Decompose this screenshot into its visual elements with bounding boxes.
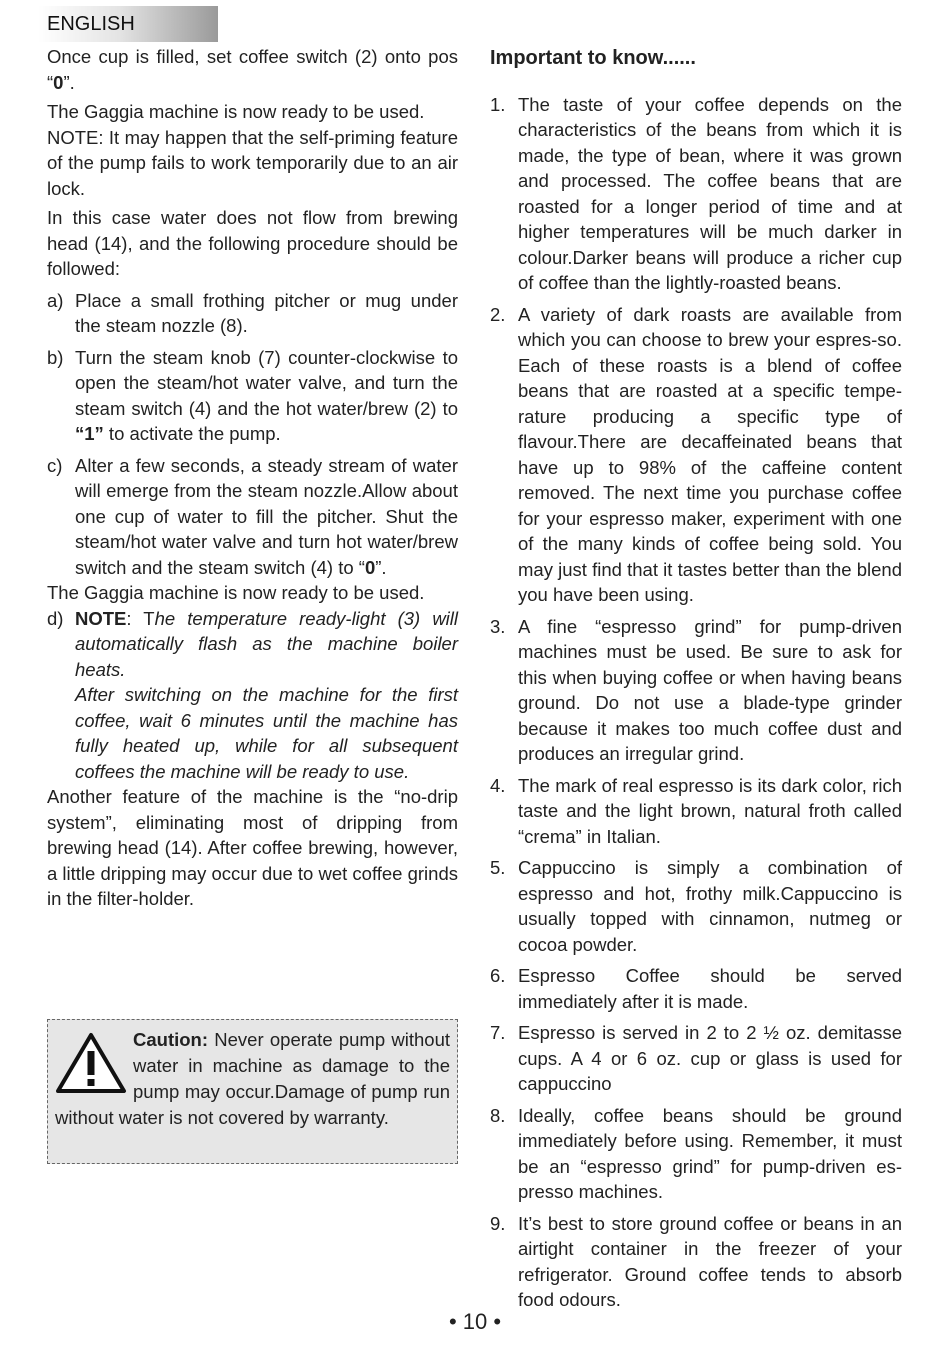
step-a-text: Place a small frothing pitcher or mug under the steam nozzle (8).: [75, 289, 458, 336]
caution-text: Caution: Never operate pump without water in machine as damage to the pump may occur.Damage of pump run without water is not covered by warranty.: [55, 1029, 450, 1128]
caution-box: [47, 1019, 458, 1164]
left-column: [47, 44, 458, 912]
paragraph-note-airlock: NOTE: It may happen that the self-priming feature of the pump fails to work temporarily due to an air lock.: [47, 126, 458, 199]
paragraph-ready-again: The Gaggia machine is now ready to be used.: [47, 582, 425, 603]
page-number: • 10 •: [448, 1309, 502, 1334]
paragraph-procedure-intro: In this case water does not flow from brewing head (14), and the following procedure should be followed:: [47, 207, 458, 279]
step-d: [47, 606, 458, 785]
right-column: [490, 44, 902, 1313]
paragraph-ready: The Gaggia machine is now ready to be used.: [47, 101, 425, 122]
caution-label: Caution:: [133, 1029, 209, 1050]
step-c-marker: c): [47, 454, 63, 476]
list-item: 6. Espresso Coffee should be served immediately after it is made.: [490, 965, 902, 1012]
paragraph-cup-filled: Once cup is filled, set coffee switch (2) onto pos “0”.: [47, 46, 458, 93]
list-item: 1. The taste of your coffee depends on the characteristics of the beans from which it is made, the type of bean, where it was grown and processed. The coffee beans that are roasted for a longer period of time and at higher temperatures will be much darker in colour.Darker beans will produce a richer cup of coffee than the lightly-roasted beans.: [490, 93, 902, 293]
list-item: 9. It’s best to store ground coffee or beans in an airtight container in the freezer of your refrigerator. Ground coffee tends to absorb food odours.: [490, 1212, 902, 1310]
step-d-italic-note: After switching on the machine for the first coffee, wait 6 minutes until the machine has fully heated up, while for all subsequent coffees the machine will be ready to use.: [75, 684, 458, 782]
step-b-marker: b): [47, 346, 64, 368]
language-tab: ENGLISH: [38, 6, 218, 42]
step-c: [47, 453, 458, 581]
list-item: 4. The mark of real espresso is its dark color, rich taste and the light brown, natural froth called “crema” in Italian.: [490, 774, 902, 847]
list-item: 7. Espresso is served in 2 to 2 ½ oz. demitasse cups. A 4 or 6 oz. cup or glass is used for cappuccino: [490, 1022, 902, 1094]
step-c-text: Alter a few seconds, a steady stream of water will emerge from the steam nozzle.Allow about one cup of water to fill the pitcher. Shut the steam/hot water valve and turn hot water/brew switch and the steam switch (4) to “0”.: [75, 454, 458, 578]
step-a: [47, 288, 458, 339]
list-item: 2. A variety of dark roasts are available from which you can choose to brew your espres-so. Each of these roasts is a blend of coffee beans that are roasted at a specific tempe-rature producing a specific type of flavour.There are decaffeinated beans that have up to 98% of the caffeine content removed. The next time you purchase coffee for your espresso maker, experiment with one of the many kinds of coffee being sold. You may just find that it tastes better than the blend you have been using.: [490, 303, 902, 605]
important-heading: Important to know......: [490, 47, 696, 69]
step-b-text: Turn the steam knob (7) counter-clockwise to open the steam/hot water valve, and turn the steam switch (4) and the hot water/brew (2) to “1” to activate the pump.: [75, 346, 458, 444]
list-item: 5. Cappuccino is simply a combination of espresso and hot, frothy milk.Cappuccino is usually topped with cinnamon, nutmeg or cocoa powder.: [490, 857, 902, 955]
list-item: 8. Ideally, coffee beans should be ground immediately before using. Remember, it must be an “espresso grind” for pump-driven es-presso machines.: [490, 1104, 902, 1202]
step-b: [47, 345, 458, 447]
step-d-text: NOTE: The temperature ready-light (3) will automatically flash as the machine boiler heats.: [75, 607, 459, 680]
step-a-marker: a): [47, 289, 64, 311]
warning-triangle-icon: [55, 1031, 127, 1095]
tips-list: [490, 92, 902, 1313]
list-item: 3. A fine “espresso grind” for pump-driven machines must be used. Be sure to ask for this when buying coffee or when having beans ground. Do not use a blade-type grinder because it makes too much coffee dust and produces an irregular grind.: [490, 615, 902, 764]
paragraph-no-drip: Another feature of the machine is the “no-drip system”, eliminating most of dripping from brewing head (14). After coffee brewing, however, a little dripping may occur due to wet coffee grinds in the filter-holder.: [47, 786, 458, 909]
step-d-marker: d): [47, 607, 64, 629]
